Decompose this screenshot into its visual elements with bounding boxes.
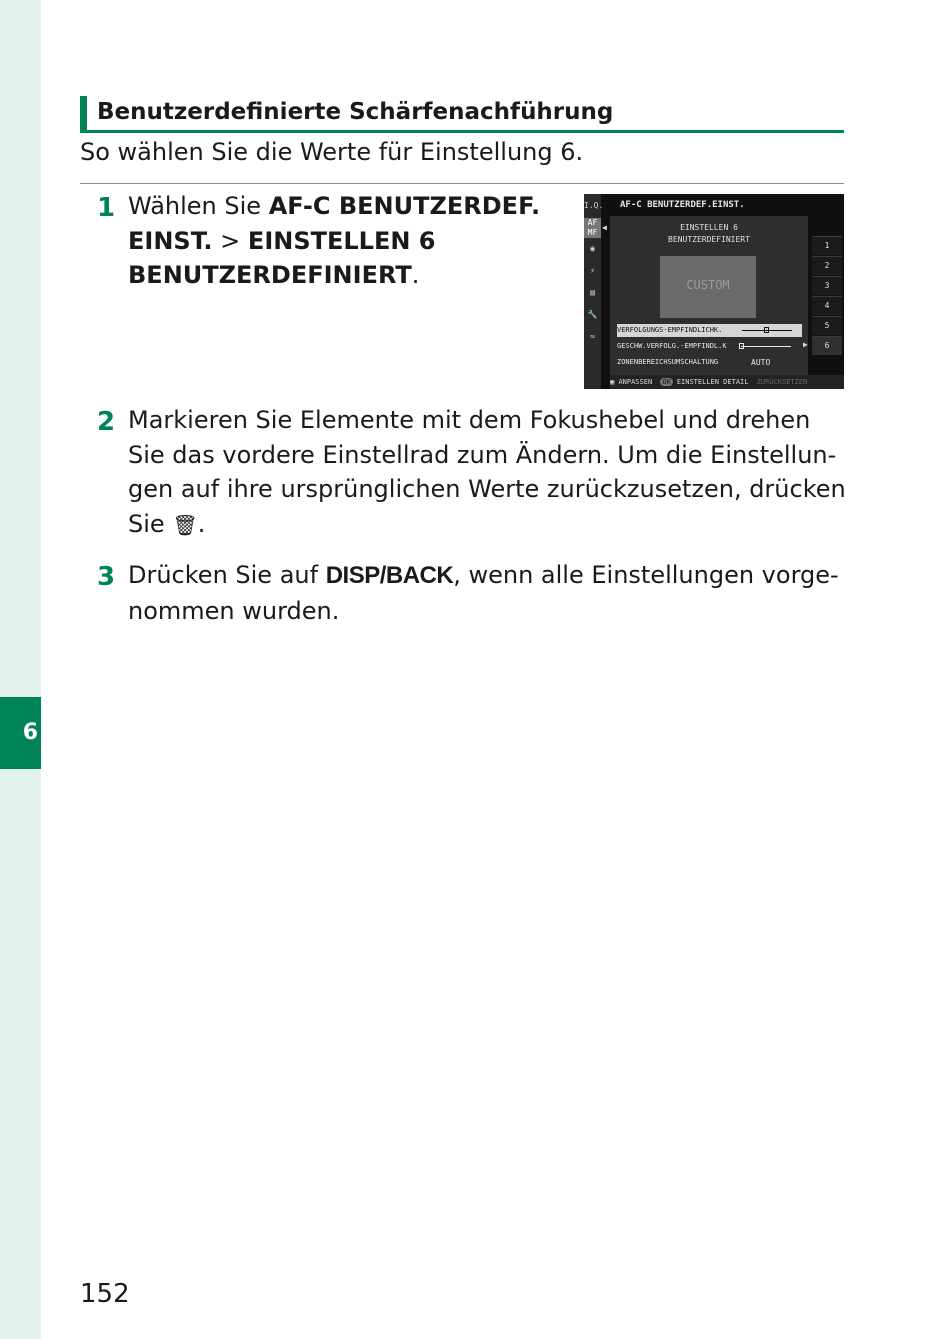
slider-track [741,346,791,347]
footer-set-detail: EINSTELLEN DETAIL [676,378,749,386]
set-number-item[interactable]: 1 [812,236,842,255]
screen-subtitle-1: EINSTELLEN 6 [680,223,738,232]
section-heading [80,96,844,132]
screen-footer: ▣ ANPASSEN OK EINSTELLEN DETAIL ZURÜCKSETZEN [610,375,844,389]
left-arrow-icon: ◀ [602,223,607,232]
step-2-number: 2 [97,407,116,437]
ok-icon: OK [662,378,671,386]
chapter-number: 6 [22,720,38,745]
screen-subtitle-2: BENUTZERDEFINIERT [668,235,750,244]
speed-tracking-sensitivity-row[interactable]: GESCHW.VERFOLG.-EMPFINDL.K [617,340,802,353]
camera-icon: ◉ [590,244,595,253]
zone-switching-value: AUTO [751,358,771,367]
wireless-icon: ≈ [590,332,595,341]
heading-underline [80,130,844,133]
intro-text: So wählen Sie die Werte für Einstellung 6. [80,138,584,166]
set-number-item[interactable]: 3 [812,276,842,295]
step-2-text: Markieren Sie Elemente mit dem Fokushebel und drehen Sie das vordere Einstellrad zum Ändern. Um die Einstellun- gen auf ihre ursprünglichen Werte zurückzusetzen, drücken Sie 🗑. [128,406,846,538]
slider-knob[interactable] [764,327,769,333]
heading-accent-bar [80,96,87,132]
divider [80,183,844,184]
slider-knob[interactable] [739,343,744,349]
wrench-icon: 🔧 [587,310,598,319]
section-title: Benutzerdefinierte Schärfenachführung [97,99,614,125]
image-quality-tab-icon: I.Q. [584,201,604,210]
camera-menu-screenshot [584,194,844,389]
set-number-item[interactable]: 4 [812,296,842,315]
af-mf-tab-icon: AF MF [584,218,601,238]
set-number-column [812,216,844,356]
step-1-text: Wählen Sie AF-C BENUTZERDEF. EINST. > EINSTELLEN 6 BENUTZERDEFINIERT. [128,192,541,289]
set-number-item-selected[interactable]: 6 [812,336,842,355]
movie-icon: ▤ [590,288,595,297]
right-arrow-icon: ▶ [803,340,808,349]
chapter-tab[interactable] [0,697,41,769]
step-1-number: 1 [97,193,116,223]
preview-label: CUSTOM [686,278,730,292]
screen-title: AF-C BENUTZERDEF.EINST. [620,200,745,210]
chapter-side-strip [0,0,41,1339]
page-number: 152 [80,1279,130,1309]
set-number-item[interactable]: 5 [812,316,842,335]
flash-icon: ⚡ [590,266,595,275]
step-3-number: 3 [97,562,116,592]
set-number-item[interactable]: 2 [812,256,842,275]
step-3-text: Drücken Sie auf DISP/BACK, wenn alle Einstellungen vorge- nommen wurden. [128,561,839,625]
footer-reset: ZURÜCKSETZEN [756,378,808,386]
tracking-sensitivity-row[interactable]: VERFOLGUNGS-EMPFINDLICHK. [617,324,802,337]
footer-adjust: ANPASSEN [618,378,653,386]
trash-icon: 🗑 [172,512,198,537]
zone-area-switching-row[interactable]: ZONENBEREICHSUMSCHALTUNG AUTO [617,358,771,367]
